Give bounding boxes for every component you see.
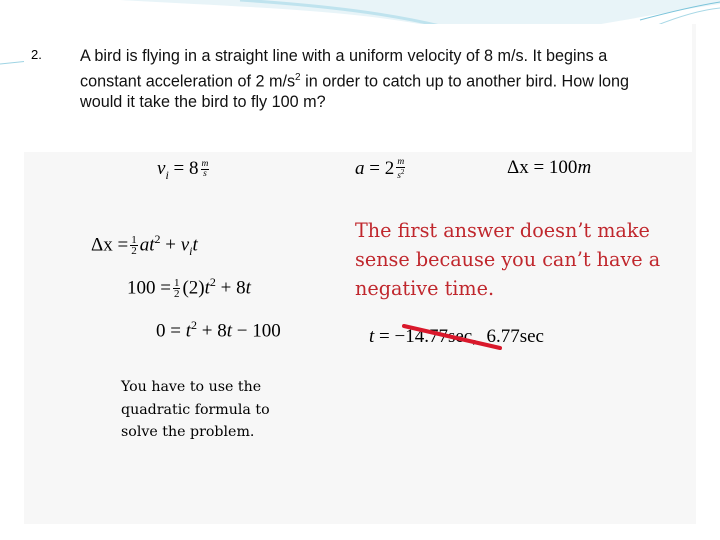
rejected-answer: = −14.77sec, <box>379 326 477 347</box>
given-displacement: Δx = 100m <box>507 157 592 178</box>
given-acceleration: a = 2 $\frac{m}{s^2}$ <box>355 157 405 182</box>
equation-substituted: 100 = $\frac{1}{2}$ $(2)t^2 + 8t$ <box>127 275 251 301</box>
strikethrough-mark <box>402 322 502 352</box>
final-answer: 6.77sec <box>486 326 544 347</box>
equation-kinematic: Δx = $\frac{1}{2}$ $at^2 + v_it$ <box>91 232 198 259</box>
problem-line-3: would it take the bird to fly 100 m? <box>80 93 326 112</box>
problem-line-2-sup: 2 <box>295 72 301 83</box>
problem-line-1: A bird is flying in a straight line with a uniform velocity of 8 m/s. It begins a <box>80 47 608 65</box>
problem-statement <box>80 46 680 113</box>
problem-line-2a: constant acceleration of 2 m/s <box>80 72 296 91</box>
explanation-note: The first answer doesn’t make sense because you can’t have a negative time. <box>355 219 661 300</box>
given-initial-velocity: $v_i = 8$ $\frac{m}{s}$ <box>157 158 209 182</box>
solution: t = −14.77sec, 6.77sec <box>369 326 544 347</box>
method-note: You have to use the quadratic formula to solve the problem. <box>121 379 270 440</box>
equation-quadratic: $0 = t^2 + 8t - 100$ <box>156 318 281 342</box>
problem-line-2b: in order to catch up to another bird. How long <box>300 72 630 91</box>
problem-number: 2. <box>31 47 42 62</box>
